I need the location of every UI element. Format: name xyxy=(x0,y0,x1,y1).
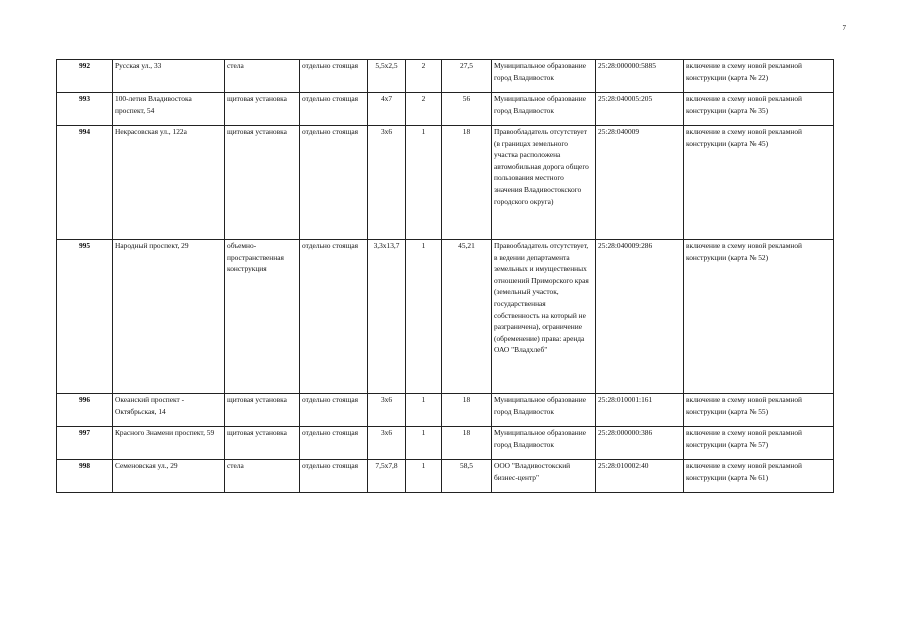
row-number: 996 xyxy=(57,394,113,427)
page-number: 7 xyxy=(842,24,846,32)
address-cell: 100-летия Владивостока проспект, 54 xyxy=(113,93,225,126)
area-cell: 18 xyxy=(442,427,492,460)
row-number: 992 xyxy=(57,60,113,93)
size-cell: 3,3х13,7 xyxy=(368,240,406,394)
size-cell: 4х7 xyxy=(368,93,406,126)
table-row xyxy=(57,126,834,240)
note-cell: включение в схему новой рекламной конструкции (карта № 35) xyxy=(684,93,834,126)
sides-cell: 1 xyxy=(406,394,442,427)
placement-cell: отдельно стоящая xyxy=(300,240,368,394)
sides-cell: 1 xyxy=(406,460,442,493)
address-cell: Народный проспект, 29 xyxy=(113,240,225,394)
note-cell: включение в схему новой рекламной конструкции (карта № 55) xyxy=(684,394,834,427)
cadastral-number-cell: 25:28:000000:5885 xyxy=(596,60,684,93)
cadastral-number-cell: 25:28:040009:286 xyxy=(596,240,684,394)
sides-cell: 1 xyxy=(406,427,442,460)
table-row xyxy=(57,427,834,460)
cadastral-number-cell: 25:28:010001:161 xyxy=(596,394,684,427)
area-cell: 27,5 xyxy=(442,60,492,93)
row-number: 994 xyxy=(57,126,113,240)
address-cell: Океанский проспект - Октябрьская, 14 xyxy=(113,394,225,427)
size-cell: 7,5х7,8 xyxy=(368,460,406,493)
cadastral-number-cell: 25:28:000000:386 xyxy=(596,427,684,460)
sides-cell: 1 xyxy=(406,126,442,240)
type-cell: щитовая установка xyxy=(225,126,300,240)
area-cell: 56 xyxy=(442,93,492,126)
note-cell: включение в схему новой рекламной конструкции (карта № 61) xyxy=(684,460,834,493)
owner-cell: Муниципальное образование город Владивосток xyxy=(492,60,596,93)
type-cell: щитовая установка xyxy=(225,394,300,427)
address-cell: Красного Знамени проспект, 59 xyxy=(113,427,225,460)
owner-cell: ООО "Владивостокский бизнес-центр" xyxy=(492,460,596,493)
cadastral-number-cell: 25:28:010002:40 xyxy=(596,460,684,493)
placement-cell: отдельно стоящая xyxy=(300,60,368,93)
table-row xyxy=(57,93,834,126)
address-cell: Некрасовская ул., 122а xyxy=(113,126,225,240)
placement-cell: отдельно стоящая xyxy=(300,460,368,493)
type-cell: стела xyxy=(225,60,300,93)
table-row xyxy=(57,240,834,394)
type-cell: щитовая установка xyxy=(225,93,300,126)
type-cell: объемно-пространственная конструкция xyxy=(225,240,300,394)
cadastral-number-cell: 25:28:040005:205 xyxy=(596,93,684,126)
area-cell: 18 xyxy=(442,394,492,427)
table-row xyxy=(57,394,834,427)
table-row xyxy=(57,460,834,493)
owner-cell: Муниципальное образование город Владивосток xyxy=(492,427,596,460)
owner-cell: Муниципальное образование город Владивосток xyxy=(492,93,596,126)
owner-cell: Муниципальное образование город Владивосток xyxy=(492,394,596,427)
row-number: 997 xyxy=(57,427,113,460)
size-cell: 3х6 xyxy=(368,126,406,240)
advertising-structures-table xyxy=(56,59,834,493)
note-cell: включение в схему новой рекламной конструкции (карта № 57) xyxy=(684,427,834,460)
area-cell: 18 xyxy=(442,126,492,240)
placement-cell: отдельно стоящая xyxy=(300,93,368,126)
table-row xyxy=(57,60,834,93)
sides-cell: 2 xyxy=(406,93,442,126)
row-number: 998 xyxy=(57,460,113,493)
row-number: 993 xyxy=(57,93,113,126)
sides-cell: 1 xyxy=(406,240,442,394)
note-cell: включение в схему новой рекламной конструкции (карта № 52) xyxy=(684,240,834,394)
placement-cell: отдельно стоящая xyxy=(300,427,368,460)
sides-cell: 2 xyxy=(406,60,442,93)
note-cell: включение в схему новой рекламной конструкции (карта № 45) xyxy=(684,126,834,240)
cadastral-number-cell: 25:28:040009 xyxy=(596,126,684,240)
area-cell: 45,21 xyxy=(442,240,492,394)
type-cell: щитовая установка xyxy=(225,427,300,460)
owner-cell: Правообладатель отсутствует (в границах земельного участка расположена автомобильная дорога общего пользования местного значения Владивостокского городского округа) xyxy=(492,126,596,240)
owner-cell: Правообладатель отсутствует, в ведении департамента земельных и имущественных отношений Приморского края (земельный участок, государственная собственность на который не разграничена), ограничение (обременение) права: аренда ОАО "Владхлеб" xyxy=(492,240,596,394)
size-cell: 5,5х2,5 xyxy=(368,60,406,93)
type-cell: стела xyxy=(225,460,300,493)
row-number: 995 xyxy=(57,240,113,394)
address-cell: Семеновская ул., 29 xyxy=(113,460,225,493)
placement-cell: отдельно стоящая xyxy=(300,394,368,427)
note-cell: включение в схему новой рекламной конструкции (карта № 22) xyxy=(684,60,834,93)
address-cell: Русская ул., 33 xyxy=(113,60,225,93)
placement-cell: отдельно стоящая xyxy=(300,126,368,240)
area-cell: 58,5 xyxy=(442,460,492,493)
size-cell: 3х6 xyxy=(368,394,406,427)
size-cell: 3х6 xyxy=(368,427,406,460)
